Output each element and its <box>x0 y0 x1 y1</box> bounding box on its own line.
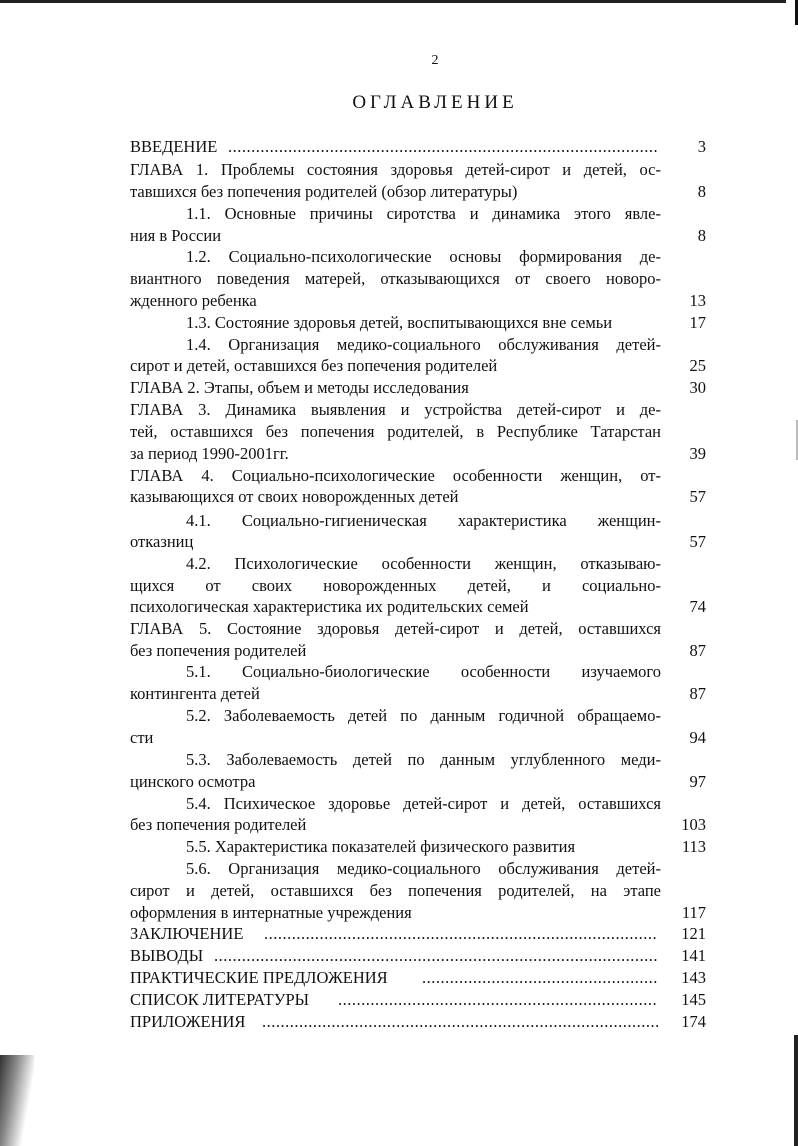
toc-page-number: 8 <box>697 182 706 201</box>
toc-page-number: 174 <box>681 1012 706 1031</box>
toc-page-number: 57 <box>689 532 706 551</box>
toc-entry-chapter-4-cont[interactable] <box>130 486 706 508</box>
toc-entry-line: отказниц <box>130 532 194 551</box>
toc-entry-title: ВЫВОДЫ <box>130 946 204 965</box>
toc-entry-5-1[interactable] <box>130 661 706 683</box>
toc-entry-5-3[interactable] <box>130 749 706 771</box>
toc-entry-line: виантного поведения матерей, отказывающихся от своего новоро- <box>130 269 661 288</box>
toc-entry-line: щихся от своих новорожденных детей, и социально- <box>130 576 661 595</box>
toc-entry-line: ГЛАВА 2. Этапы, объем и методы исследования <box>130 378 469 397</box>
toc-entry-5-2[interactable] <box>130 705 706 727</box>
dot-leader <box>228 136 658 158</box>
toc-entry-1-2[interactable] <box>130 246 706 268</box>
toc-page-number: 103 <box>681 815 706 834</box>
toc-entry-line: сирот и детей, оставшихся без попечения родителей, на этапе <box>130 881 661 900</box>
toc-entry-1-4[interactable] <box>130 334 706 356</box>
toc-entry-line: 5.1. Социально-биологические особенности изучаемого <box>186 662 661 681</box>
toc-entry-references[interactable] <box>130 989 706 1011</box>
toc-entry-line: жденного ребенка <box>130 291 257 310</box>
toc-page-number: 39 <box>689 444 706 463</box>
scan-edge-top <box>0 0 786 3</box>
toc-entry-line: контингента детей <box>130 684 260 703</box>
toc-entry-4-1-cont[interactable] <box>130 531 706 553</box>
toc-entry-line: 4.1. Социально-гигиеническая характеристика женщин- <box>186 511 661 530</box>
toc-entry-5-6-cont <box>130 880 706 902</box>
toc-page-number: 17 <box>689 313 706 332</box>
toc-entry-4-2-cont2[interactable] <box>130 596 706 618</box>
toc-page-number: 143 <box>681 968 706 987</box>
toc-entry-4-1[interactable] <box>130 510 706 532</box>
toc-entry-1-3[interactable] <box>130 312 706 334</box>
toc-entry-line: 5.3. Заболеваемость детей по данным углубленного меди- <box>186 750 661 769</box>
toc-entry-line: ГЛАВА 4. Социально-психологические особенности женщин, от- <box>130 466 661 485</box>
toc-entry-line: 5.6. Организация медико-социального обслуживания детей- <box>186 859 661 878</box>
toc-entry-line: 4.2. Психологические особенности женщин, отказываю- <box>186 554 661 573</box>
toc-entry-line: 1.3. Состояние здоровья детей, воспитывающихся вне семьи <box>186 313 613 332</box>
toc-entry-line: сти <box>130 728 154 747</box>
dot-leader <box>262 1011 658 1033</box>
toc-entry-line: 5.4. Психическое здоровье детей-сирот и детей, оставшихся <box>186 794 661 813</box>
toc-page-number: 8 <box>697 226 706 245</box>
dot-leader <box>422 967 658 989</box>
scan-shadow-bottom-left <box>0 1055 34 1146</box>
toc-entry-chapter-3[interactable] <box>130 399 706 421</box>
toc-entry-title: ПРИЛОЖЕНИЯ <box>130 1012 246 1031</box>
toc-entry-5-2-cont[interactable] <box>130 727 706 749</box>
toc-entry-1-1[interactable] <box>130 203 706 225</box>
toc-entry-line: тавшихся без попечения родителей (обзор литературы) <box>130 182 518 201</box>
toc-entry-line: сирот и детей, оставшихся без попечения родителей <box>130 356 498 375</box>
dot-leader <box>338 989 658 1011</box>
toc-entry-line: психологическая характеристика их родительских семей <box>130 597 529 616</box>
toc-entry-practical-proposals[interactable] <box>130 967 706 989</box>
toc-entry-line: ГЛАВА 5. Состояние здоровья детей-сирот и детей, оставшихся <box>130 619 661 638</box>
toc-entry-introduction[interactable] <box>130 136 706 158</box>
toc-entry-5-1-cont[interactable] <box>130 683 706 705</box>
toc-entry-5-5[interactable] <box>130 836 706 858</box>
toc-page-number: 13 <box>689 291 706 310</box>
toc-page-number: 113 <box>681 837 706 856</box>
toc-page-number: 94 <box>689 728 706 747</box>
toc-entry-5-3-cont[interactable] <box>130 771 706 793</box>
toc-entry-1-1-cont[interactable] <box>130 225 706 247</box>
toc-page-number: 121 <box>681 924 706 943</box>
toc-entry-line: ГЛАВА 1. Проблемы состояния здоровья детей-сирот и детей, ос- <box>130 160 661 179</box>
toc-entry-line: за период 1990-2001гг. <box>130 444 289 463</box>
toc-entry-line: без попечения родителей <box>130 815 307 834</box>
toc-page-number: 145 <box>681 990 706 1009</box>
toc-entry-chapter-3-cont2[interactable] <box>130 443 706 465</box>
toc-entry-chapter-1-cont[interactable] <box>130 181 706 203</box>
toc-entry-5-6[interactable] <box>130 858 706 880</box>
toc-entry-title: ЗАКЛЮЧЕНИЕ <box>130 924 244 943</box>
toc-entry-4-2-cont <box>130 575 706 597</box>
toc-heading: ОГЛАВЛЕНИЕ <box>352 92 518 113</box>
toc-entry-chapter-5-cont[interactable] <box>130 640 706 662</box>
toc-page-number: 87 <box>689 641 706 660</box>
toc-entry-chapter-4[interactable] <box>130 465 706 487</box>
toc-entry-line: цинского осмотра <box>130 772 256 791</box>
toc-entry-chapter-2[interactable] <box>130 377 706 399</box>
toc-entry-line: без попечения родителей <box>130 641 307 660</box>
toc-entry-title: ВВЕДЕНИЕ <box>130 137 218 156</box>
toc-entry-title: СПИСОК ЛИТЕРАТУРЫ <box>130 990 310 1009</box>
toc-entry-line: тей, оставшихся без попечения родителей, в Республике Татарстан <box>130 422 661 441</box>
toc-entry-appendices[interactable] <box>130 1011 706 1033</box>
toc-entry-line: ния в России <box>130 226 222 245</box>
toc-entry-4-2[interactable] <box>130 553 706 575</box>
toc-entry-1-2-cont2[interactable] <box>130 290 706 312</box>
toc-entry-line: 1.4. Организация медико-социального обслуживания детей- <box>186 335 661 354</box>
toc-page-number: 25 <box>689 356 706 375</box>
toc-entry-findings[interactable] <box>130 945 706 967</box>
page-number: 2 <box>431 53 439 68</box>
toc-entry-line: оформления в интернатные учреждения <box>130 903 412 922</box>
toc-entry-chapter-3-cont <box>130 421 706 443</box>
toc-entry-5-4-cont[interactable] <box>130 814 706 836</box>
toc-entry-title: ПРАКТИЧЕСКИЕ ПРЕДЛОЖЕНИЯ <box>130 968 388 987</box>
toc-entry-line: казывающихся от своих новорожденных детей <box>130 487 459 506</box>
dot-leader <box>214 945 658 967</box>
toc-entry-line: 5.2. Заболеваемость детей по данным годичной обращаемо- <box>186 706 661 725</box>
dot-leader <box>264 923 658 945</box>
toc-entry-5-6-cont2[interactable] <box>130 902 706 924</box>
toc-entry-line: 1.1. Основные причины сиротства и динамика этого явле- <box>186 204 661 223</box>
toc-page-number: 30 <box>689 378 706 397</box>
toc-entry-1-2-cont <box>130 268 706 290</box>
toc-page-number: 117 <box>681 903 706 922</box>
toc-entry-chapter-5[interactable] <box>130 618 706 640</box>
scan-edge-right-bottom <box>794 1035 798 1146</box>
toc-page-number: 97 <box>689 772 706 791</box>
toc-entry-chapter-1[interactable] <box>130 159 706 181</box>
toc-entry-5-4[interactable] <box>130 793 706 815</box>
toc-page-number: 141 <box>681 946 706 965</box>
toc-entry-1-4-cont[interactable] <box>130 355 706 377</box>
toc-entry-line: ГЛАВА 3. Динамика выявления и устройства детей-сирот и де- <box>130 400 661 419</box>
toc-entry-conclusion[interactable] <box>130 923 706 945</box>
toc-page-number: 87 <box>689 684 706 703</box>
toc-entry-line: 1.2. Социально-психологические основы формирования де- <box>186 247 661 266</box>
toc-page-number: 57 <box>689 487 706 506</box>
toc-page-number: 3 <box>697 137 706 156</box>
toc-page-number: 74 <box>689 597 706 616</box>
toc-entry-line: 5.5. Характеристика показателей физического развития <box>186 837 576 856</box>
